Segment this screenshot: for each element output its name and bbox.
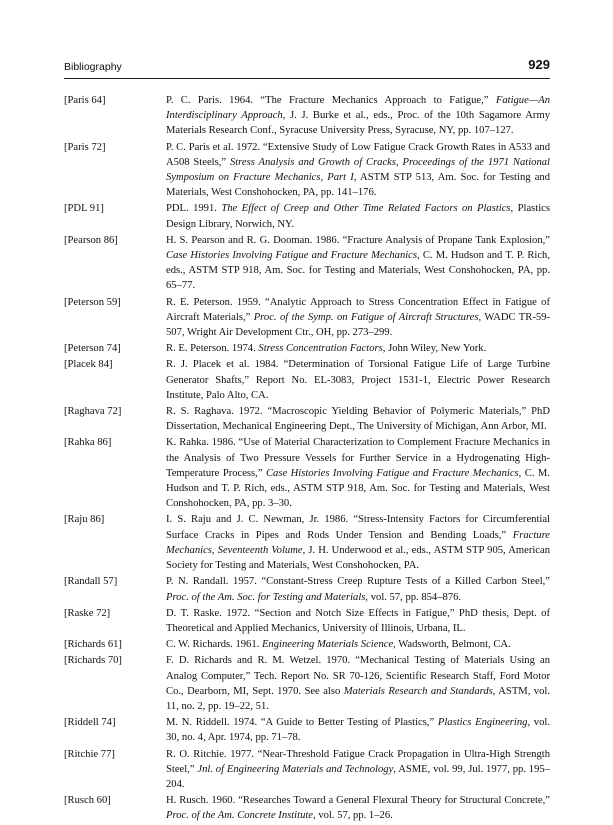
reference-entry (64, 201, 550, 231)
reference-key: [Paris 72] (64, 141, 106, 153)
reference-entry (64, 435, 550, 511)
reference-title-italic: Jnl. of Engineering Materials and Technology (197, 763, 394, 775)
reference-entry (64, 357, 550, 403)
reference-key: [Raghava 72] (64, 406, 122, 418)
reference-entry (64, 637, 550, 652)
reference-key: [Richards 61] (64, 639, 122, 651)
reference-key: [Raju 86] (64, 514, 105, 526)
reference-text-segment: I. S. Raju and J. C. Newman, Jr. 1986. “Stress-Intensity Factors for Circumferential Surface Cracks in Pipes and Rods Under Tension and Bending Loads,” (166, 514, 550, 541)
reference-text-segment: , C. M. Hudson and T. P. Rich, eds., ASTM STP 918, Am. Soc. for Testing and Materials, West Conshohocken, PA, pp. 3–30. (166, 467, 550, 510)
page-number: 929 (528, 57, 550, 72)
reference-text-segment: R. S. Raghava. 1972. “Macroscopic Yielding Behavior of Polymeric Materials,” PhD Dissertation, Mechanical Engineering Dept., The University of Michigan, Ann Arbor, MI. (166, 406, 550, 433)
reference-text-segment: K. Rahka. 1986. “Use of Material Characterization to Complement Fracture Mechanics in the Analysis of Two Pressure Vessels for Further Service in a Hydrogenating High-Temperature Process,” (166, 437, 550, 479)
reference-title-italic: Engineering Materials Science (261, 639, 394, 651)
reference-title-italic: Stress Concentration Factors (258, 343, 383, 355)
reference-text-segment: , ASTM STP 513, Am. Soc. for Testing and Materials, West Conshohocken, PA, pp. 141–176. (166, 172, 550, 199)
reference-key: [Peterson 74] (64, 343, 121, 355)
reference-text-segment: R. E. Peterson. 1974. (166, 343, 259, 355)
reference-text (166, 715, 550, 745)
reference-entry (64, 140, 550, 201)
reference-text-segment: P. C. Paris et al. 1972. “Extensive Study of Low Fatigue Crack Growth Rates in A533 and A508 Steels,” (166, 141, 550, 168)
reference-text-segment: , vol. 57, pp. 854–876. (365, 591, 462, 603)
reference-text (166, 233, 550, 294)
reference-text (166, 341, 550, 356)
reference-text (166, 435, 550, 511)
reference-entry (64, 295, 550, 341)
reference-title-italic: Proc. of the Am. Soc. for Testing and Materials (166, 591, 366, 603)
reference-text-segment: P. C. Paris. 1964. “The Fracture Mechanics Approach to Fatigue,” (166, 95, 496, 106)
reference-key: [Placek 84] (64, 359, 113, 371)
reference-text-segment: R. O. Ritchie. 1977. “Near-Threshold Fatigue Crack Propagation in Ultra-High Strength Steel,” (166, 748, 550, 775)
reference-entry (64, 512, 550, 573)
reference-text-segment: P. N. Randall. 1957. “Constant-Stress Creep Rupture Tests of a Killed Carbon Steel,” (166, 576, 550, 588)
reference-key: [Riddell 74] (64, 717, 116, 729)
reference-text-segment: , J. J. Burke et al., eds., Proc. of the 10th Sagamore Army Materials Research Conf., Syracuse University Press, Syracuse, NY, pp. 107–127. (166, 110, 551, 137)
reference-title-italic: Case Histories Involving Fatigue and Fracture Mechanics (265, 467, 519, 479)
reference-key: [Peterson 59] (64, 296, 121, 308)
reference-text (166, 295, 550, 341)
reference-entry (64, 233, 550, 294)
reference-text-segment: , John Wiley, New York. (382, 343, 487, 355)
reference-text-segment: , WADC TR-59-507, Wright Air Development Ctr., OH, pp. 273–299. (166, 311, 550, 339)
reference-text (166, 793, 550, 823)
reference-title-italic: Case Histories Involving Fatigue and Fracture Mechanics (166, 250, 418, 262)
reference-entry (64, 93, 550, 139)
reference-text (166, 93, 550, 139)
reference-text-segment: D. T. Raske. 1972. “Section and Notch Size Effects in Fatigue,” PhD thesis, Dept. of Theoretical and Applied Mechanics, University of Illinois, Urbana, IL. (166, 607, 550, 634)
reference-key: [Raske 72] (64, 607, 111, 619)
reference-title-italic: Stress Analysis and Growth of Cracks, Proceedings of the 1971 National Symposium on Fracture Mechanics, Part I (166, 156, 550, 184)
reference-text (166, 653, 550, 714)
reference-entry (64, 653, 550, 714)
reference-key: [Ritchie 77] (64, 748, 115, 760)
reference-entry (64, 606, 550, 636)
section-title: Bibliography (64, 61, 122, 73)
reference-list (64, 93, 550, 825)
page-header (64, 56, 550, 79)
reference-key: [Randall 57] (64, 576, 118, 588)
reference-text-segment: F. D. Richards and R. M. Wetzel. 1970. “Mechanical Testing of Materials Using an Analog Computer,” Tech. Report No. SR 70-126, Scientific Research Staff, Ford Motor Co., Dearborn, MI, Sept. 1970. See also (166, 655, 550, 697)
reference-key: [PDL 91] (64, 203, 104, 215)
reference-text-segment: , Wadsworth, Belmont, CA. (393, 639, 511, 651)
reference-entry (64, 793, 550, 823)
reference-title-italic: Materials Research and Standards (343, 685, 493, 697)
reference-title-italic: Plastics Engineering (437, 717, 528, 729)
reference-text-segment: R. J. Placek et al. 1984. “Determination of Torsional Fatigue Life of Large Turbine Generator Shafts,” Report No. EL-3083, Project 1531-1, Electric Power Research Institute, Palo Alto, CA. (166, 359, 550, 401)
reference-text-segment: H. S. Pearson and R. G. Dooman. 1986. “Fracture Analysis of Propane Tank Explosion,” (166, 234, 550, 246)
reference-text-segment: PDL. 1991. (166, 203, 222, 215)
reference-entry (64, 341, 550, 356)
reference-text (166, 637, 550, 652)
reference-text-segment: R. E. Peterson. 1959. “Analytic Approach to Stress Concentration Effect in Fatigue of Aircraft Materials,” (166, 296, 550, 323)
reference-title-italic: Fracture Mechanics, Seventeenth Volume (166, 529, 550, 556)
reference-text (166, 512, 550, 573)
reference-key: [Paris 64] (64, 95, 106, 106)
reference-entry (64, 747, 550, 793)
reference-text (166, 747, 550, 793)
reference-key: [Rusch 60] (64, 795, 111, 807)
reference-text (166, 574, 550, 604)
reference-text-segment: , ASTM, vol. 11, no. 2, pp. 19–22, 51. (166, 685, 550, 712)
reference-text-segment: , ASME, vol. 99, Jul. 1977, pp. 195–204. (166, 763, 550, 790)
reference-entry (64, 404, 550, 434)
reference-text-segment: , vol. 57, pp. 1–26. (313, 810, 393, 822)
reference-entry (64, 574, 550, 604)
reference-key: [Rahka 86] (64, 437, 112, 449)
reference-title-italic: Proc. of the Symp. on Fatigue of Aircraft Structures (253, 311, 479, 323)
reference-text-segment: M. N. Riddell. 1974. “A Guide to Better Testing of Plastics,” (166, 717, 438, 729)
reference-text (166, 606, 550, 636)
reference-key: [Pearson 86] (64, 234, 118, 246)
reference-title-italic: The Effect of Creep and Other Time Related Factors on Plastics (221, 203, 511, 215)
reference-text-segment: H. Rusch. 1960. “Researches Toward a General Flexural Theory for Structural Concrete,” (166, 795, 550, 807)
reference-text (166, 201, 550, 231)
reference-text (166, 357, 550, 403)
reference-title-italic: Fatigue—An Interdisciplinary Approach (166, 95, 550, 122)
reference-key: [Richards 70] (64, 655, 122, 667)
reference-text-segment: , J. H. Underwood et al., eds., ASTM STP 905, American Society for Testing and Materials, West Conshohocken, PA. (166, 544, 550, 572)
reference-text-segment: , Plastics Design Library, Norwich, NY. (166, 203, 550, 230)
reference-text-segment: , vol. 30, no. 4, Apr. 1974, pp. 71–78. (166, 717, 550, 744)
reference-text (166, 140, 550, 201)
reference-title-italic: Proc. of the Am. Concrete Institute (166, 810, 314, 822)
reference-entry (64, 715, 550, 745)
reference-text (166, 404, 550, 434)
reference-text-segment: C. W. Richards. 1961. (166, 639, 262, 651)
reference-text-segment: , C. M. Hudson and T. P. Rich, eds., ASTM STP 918, Am. Soc. for Testing and Materials, West Conshohocken, PA, pp. 65–77. (166, 250, 550, 292)
